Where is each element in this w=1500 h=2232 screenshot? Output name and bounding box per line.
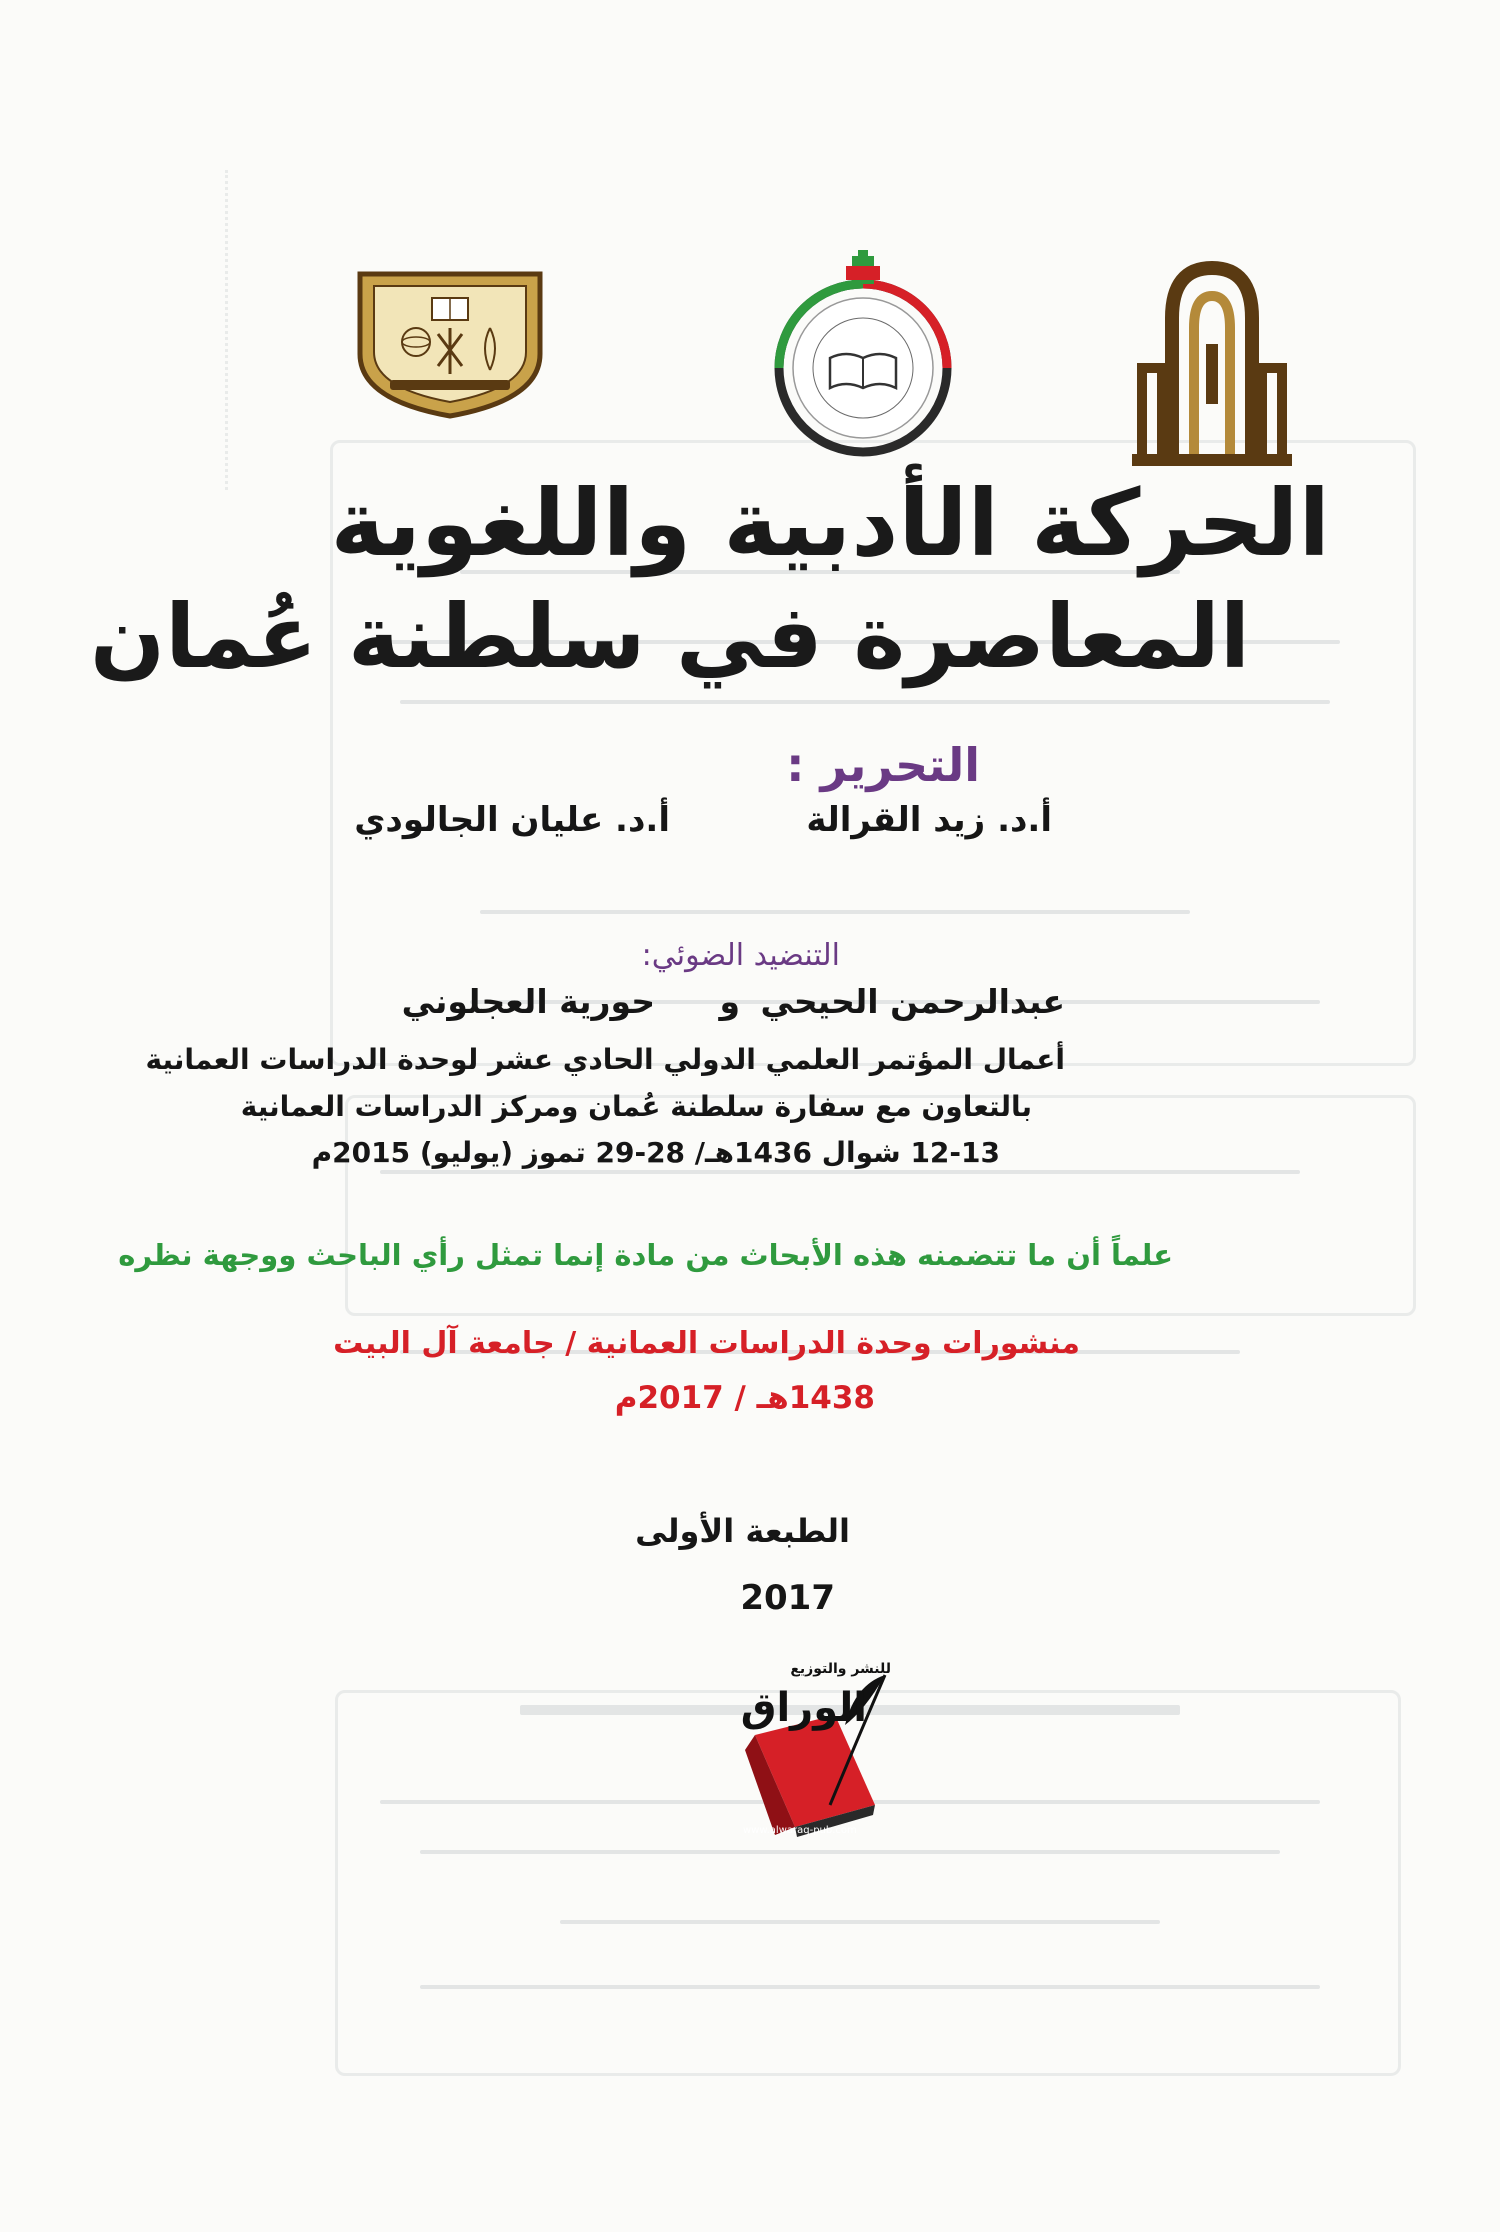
- edition-label: الطبعة الأولى: [635, 1512, 850, 1550]
- conference-line-2: بالتعاون مع سفارة سلطنة عُمان ومركز الدراسات العمانية: [240, 1090, 1032, 1123]
- publisher-date: 1438هـ / 2017م: [614, 1380, 875, 1416]
- typesetting-conjunction: و: [719, 982, 740, 1021]
- book-title-line-1: الحركة الأدبية واللغوية: [330, 470, 1330, 577]
- publisher-logo-tagline: للنشر والتوزيع: [790, 1661, 891, 1677]
- bleed-through-line: [380, 1170, 1300, 1174]
- typesetter-right: عبدالرحمن الحيحي: [760, 982, 1065, 1021]
- bleed-through-line: [420, 1850, 1280, 1854]
- university-seal-emblem: [350, 262, 550, 420]
- conference-dates: 12-13 شوال 1436هـ/ 28-29 تموز (يوليو) 2015م: [311, 1136, 1000, 1169]
- editor-left: أ.د. عليان الجالودي: [354, 800, 670, 840]
- book-title-line-2: المعاصرة في سلطنة عُمان: [90, 585, 1250, 688]
- editor-right: أ.د. زيد القرالة: [806, 800, 1052, 840]
- publisher-logo: [735, 1655, 895, 1850]
- publisher-line-1: منشورات وحدة الدراسات العمانية / جامعة آل البيت: [333, 1326, 1080, 1361]
- typesetting-label: التنضيد الضوئي:: [641, 938, 840, 973]
- al-al-bayt-university-emblem: [1122, 258, 1302, 470]
- publisher-logo-name: الوراق: [740, 1685, 867, 1731]
- bleed-through-frame: [345, 1095, 1416, 1316]
- conference-line-1: أعمال المؤتمر العلمي الدولي الحادي عشر لوحدة الدراسات العمانية: [145, 1043, 1065, 1076]
- bleed-through-line: [420, 1985, 1320, 1989]
- publisher-logo-url: www.alwaraq-pub.com: [743, 1825, 857, 1836]
- editing-label: التحرير :: [786, 738, 980, 792]
- bleed-through-ornament: [225, 170, 368, 490]
- typesetter-left: حورية العجلوني: [401, 982, 655, 1021]
- disclaimer: علماً أن ما تتضمنه هذه الأبحاث من مادة إنما تمثل رأي الباحث ووجهة نظره: [118, 1238, 1173, 1272]
- bleed-through-line: [400, 700, 1330, 704]
- bleed-through-line: [560, 1920, 1160, 1924]
- bleed-through-line: [480, 910, 1190, 914]
- edition-year: 2017: [740, 1578, 835, 1618]
- oman-studies-unit-emblem: [748, 250, 978, 460]
